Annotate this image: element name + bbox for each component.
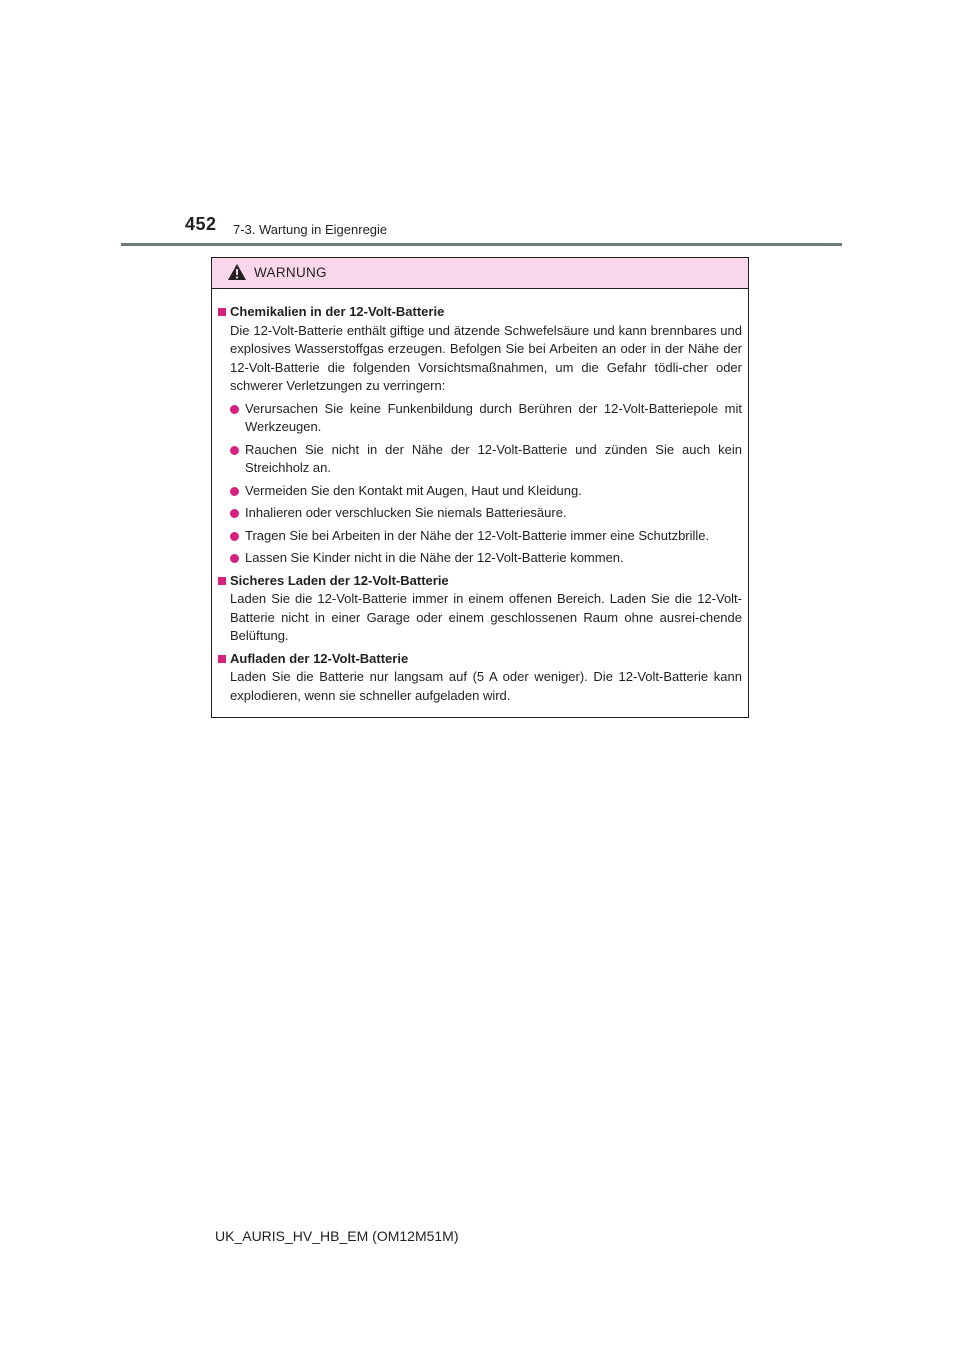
warning-header xyxy=(212,258,748,289)
list-item xyxy=(230,441,742,478)
list-item-text: Lassen Sie Kinder nicht in die Nähe der 12-Volt-Batterie kommen. xyxy=(245,550,624,565)
warning-title: WARNUNG xyxy=(254,265,327,280)
section-text: Die 12-Volt-Batterie enthält giftige und ätzende Schwefelsäure und kann brennbares und explosives Wasserstoffgas erzeugen. Befolgen Sie bei Arbeiten an oder in der Nähe der 12-Volt-Batterie die folgenden Vorsichtsmaßnahmen, um die Gefahr tödli-cher oder schwerer Verletzungen zu verringern: xyxy=(230,322,742,393)
section-heading xyxy=(218,303,742,322)
list-item xyxy=(230,549,742,568)
list-item-text: Verursachen Sie keine Funkenbildung durch Berühren der 12-Volt-Batteriepole mit Werkzeugen. xyxy=(245,400,742,434)
list-item-text: Rauchen Sie nicht in der Nähe der 12-Volt-Batterie und zünden Sie auch kein Streichholz an. xyxy=(245,441,742,475)
circle-bullet-icon xyxy=(230,554,239,563)
list-item xyxy=(230,482,742,501)
warning-section-chemicals xyxy=(218,303,742,568)
section-title: 7-3. Wartung in Eigenregie xyxy=(233,222,388,237)
page-number: 452 xyxy=(185,214,217,234)
warning-section-recharging xyxy=(218,650,742,706)
section-heading xyxy=(218,572,742,591)
list-item xyxy=(230,504,742,523)
circle-bullet-icon xyxy=(230,487,239,496)
section-text: Laden Sie die 12-Volt-Batterie immer in einem offenen Bereich. Laden Sie die 12-Volt-Batterie nicht in einer Garage oder einem geschlossenen Raum ohne ausrei-chende Belüftung. xyxy=(230,591,742,643)
section-heading-text: Aufladen der 12-Volt-Batterie xyxy=(230,650,409,666)
list-item-text: Tragen Sie bei Arbeiten in der Nähe der 12-Volt-Batterie immer eine Schutzbrille. xyxy=(245,527,710,543)
list-item xyxy=(230,400,742,437)
list-item-text: Vermeiden Sie den Kontakt mit Augen, Haut und Kleidung. xyxy=(245,482,582,498)
circle-bullet-icon xyxy=(230,509,239,518)
square-bullet-icon xyxy=(218,577,226,585)
warning-triangle-icon xyxy=(227,263,247,281)
list-item-text: Inhalieren oder verschlucken Sie niemals Batteriesäure. xyxy=(245,505,567,520)
document-id: UK_AURIS_HV_HB_EM (OM12M51M) xyxy=(215,1228,459,1244)
list-item xyxy=(230,527,742,546)
warning-box xyxy=(211,257,749,718)
circle-bullet-icon xyxy=(230,446,239,455)
square-bullet-icon xyxy=(218,655,226,663)
bullet-list xyxy=(218,400,742,568)
warning-section-safe-charging xyxy=(218,572,742,646)
square-bullet-icon xyxy=(218,308,226,316)
circle-bullet-icon xyxy=(230,532,239,541)
section-heading-text: Chemikalien in der 12-Volt-Batterie xyxy=(230,304,445,319)
section-text: Laden Sie die Batterie nur langsam auf (5 A oder weniger). Die 12-Volt-Batterie kann explodieren, wenn sie schneller aufgeladen wird. xyxy=(230,669,742,703)
circle-bullet-icon xyxy=(230,405,239,414)
header-rule xyxy=(121,243,842,246)
section-heading-text: Sicheres Laden der 12-Volt-Batterie xyxy=(230,572,449,588)
section-heading xyxy=(218,650,742,669)
warning-body xyxy=(212,289,748,705)
